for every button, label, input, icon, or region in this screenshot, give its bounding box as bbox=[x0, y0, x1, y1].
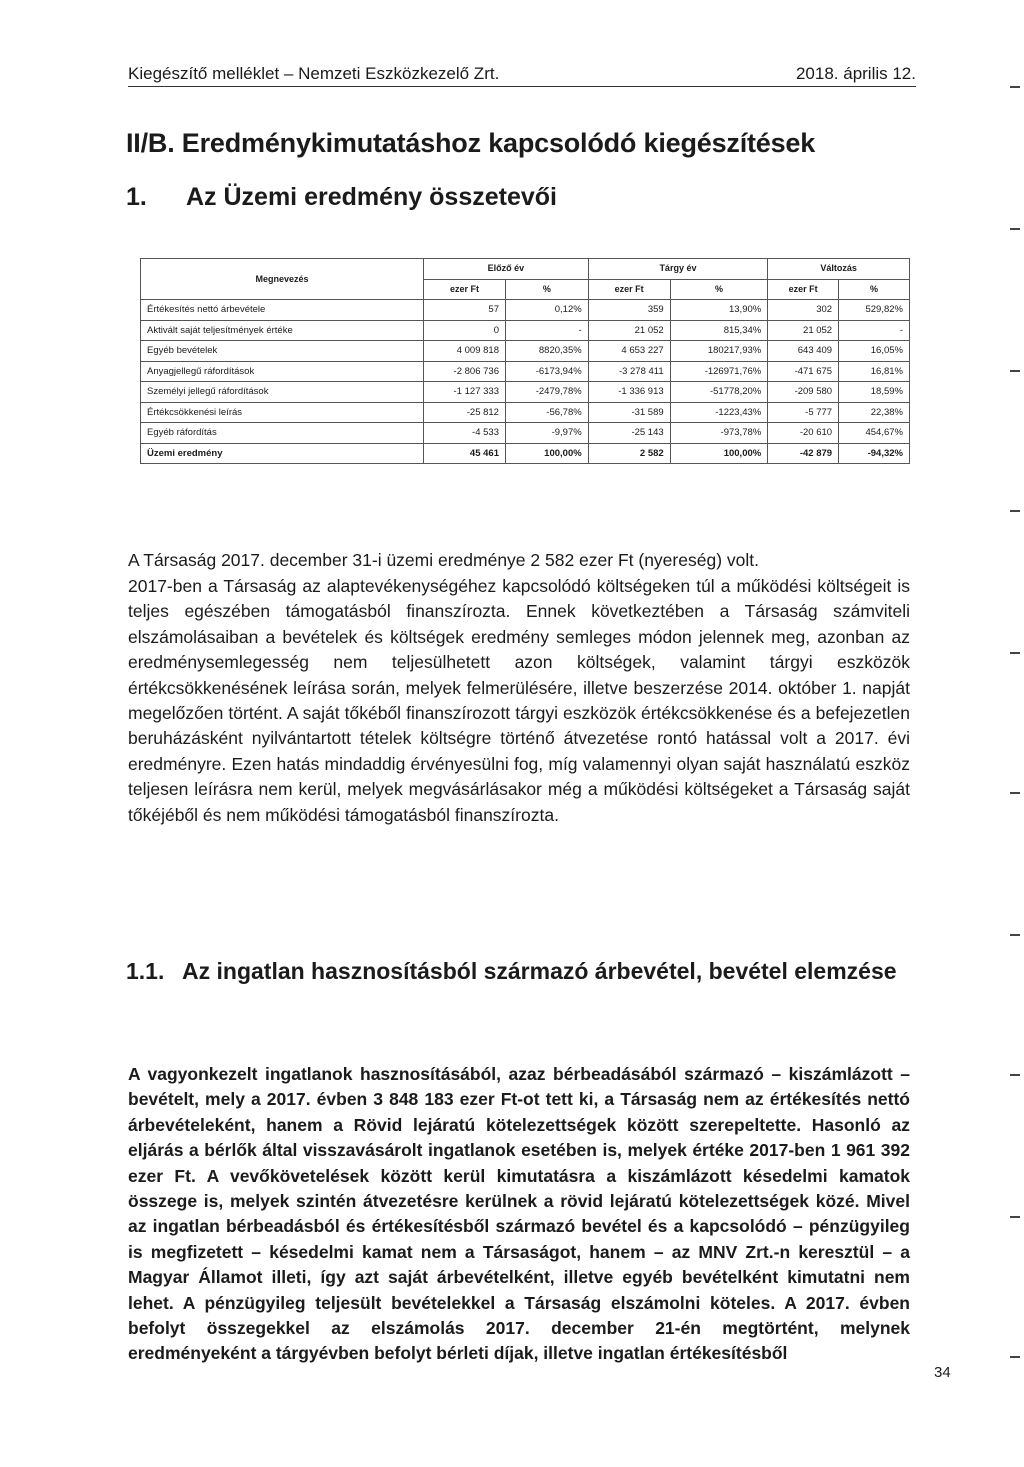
table-total-row bbox=[141, 443, 910, 464]
cell-value: 815,34% bbox=[670, 320, 768, 341]
cell-value: -9,97% bbox=[505, 423, 588, 444]
col-group-current-year: Tárgy év bbox=[588, 259, 768, 280]
col-header-name: Megnevezés bbox=[141, 259, 424, 300]
cell-value: -20 610 bbox=[768, 423, 839, 444]
cell-value: 8820,35% bbox=[505, 341, 588, 362]
cell-value: -2479,78% bbox=[505, 382, 588, 403]
cell-value: 302 bbox=[768, 300, 839, 321]
col-group-change: Változás bbox=[768, 259, 910, 280]
total-value: -42 879 bbox=[768, 443, 839, 464]
cell-value: - bbox=[839, 320, 910, 341]
row-label: Egyéb bevételek bbox=[141, 341, 424, 362]
table-row bbox=[141, 320, 910, 341]
unit-header: ezer Ft bbox=[588, 279, 670, 300]
cell-value: 643 409 bbox=[768, 341, 839, 362]
unit-header: ezer Ft bbox=[424, 279, 506, 300]
row-label: Anyagjellegű ráfordítások bbox=[141, 361, 424, 382]
scan-margin-mark bbox=[1010, 652, 1020, 654]
cell-value: 18,59% bbox=[839, 382, 910, 403]
cell-value: 13,90% bbox=[670, 300, 768, 321]
unit-header: % bbox=[839, 279, 910, 300]
cell-value: 359 bbox=[588, 300, 670, 321]
scan-margin-mark bbox=[1010, 1216, 1020, 1218]
scan-margin-mark bbox=[1010, 1356, 1020, 1358]
paragraph-explanation: 2017-ben a Társaság az alaptevékenységéhez kapcsolódó költségeken túl a működési költségeit is teljes egészében támogatásból finanszírozta. Ennek következtében a Társaság számviteli elszámolásaiban a bevételek és költségek eredmény semleges módon jelennek meg, azonban az eredménysemlegesség nem teljesülhetett azon költségek, valamint tárgyi eszközök értékcsökkenésének leírása során, melyek felmerülésére, illetve beszerzése 2014. október 1. napját megelőzően történt. A saját tőkéből finanszírozott tárgyi eszközök értékcsökkenése és a befejezetlen beruházásként nyilvántartott tételek költségre történő átvezetése rontó hatással volt a 2017. évi eredményre. Ezen hatás mindaddig érvényesülni fog, míg valamennyi olyan saját használatú eszköz teljesen leírásra nem kerül, melyek megvásárlásakor még a működési költségeket a Társaság saját tőkéjéből és nem működési támogatásból finanszírozta. bbox=[128, 576, 910, 825]
section-1-1-number: 1.1. bbox=[126, 958, 165, 984]
subsection-number: 1. bbox=[126, 183, 147, 211]
unit-header: ezer Ft bbox=[768, 279, 839, 300]
col-group-previous-year: Előző év bbox=[424, 259, 589, 280]
cell-value: 57 bbox=[424, 300, 506, 321]
cell-value: -1 336 913 bbox=[588, 382, 670, 403]
cell-value: 21 052 bbox=[588, 320, 670, 341]
section-title: II/B. Eredménykimutatáshoz kapcsolódó kiegészítések bbox=[126, 128, 816, 158]
table-row bbox=[141, 300, 910, 321]
page-header bbox=[128, 64, 916, 87]
cell-value: 0,12% bbox=[505, 300, 588, 321]
cell-value: -973,78% bbox=[670, 423, 768, 444]
cell-value: 22,38% bbox=[839, 402, 910, 423]
total-value: 45 461 bbox=[424, 443, 506, 464]
cell-value: -126971,76% bbox=[670, 361, 768, 382]
header-date: 2018. április 12. bbox=[795, 64, 916, 83]
cell-value: 529,82% bbox=[839, 300, 910, 321]
cell-value: -1 127 333 bbox=[424, 382, 506, 403]
cell-value: -56,78% bbox=[505, 402, 588, 423]
cell-value: -31 589 bbox=[588, 402, 670, 423]
cell-value: -3 278 411 bbox=[588, 361, 670, 382]
table-row bbox=[141, 382, 910, 403]
scan-margin-mark bbox=[1010, 792, 1020, 794]
scan-margin-mark bbox=[1010, 510, 1020, 512]
paragraph-result-summary: A Társaság 2017. december 31-i üzemi eredménye 2 582 ezer Ft (nyereség) volt. bbox=[128, 550, 759, 570]
table-row bbox=[141, 402, 910, 423]
unit-header: % bbox=[505, 279, 588, 300]
cell-value: -25 143 bbox=[588, 423, 670, 444]
table-header-row bbox=[141, 259, 910, 280]
total-value: 100,00% bbox=[505, 443, 588, 464]
paragraph-real-estate-revenue: A vagyonkezelt ingatlanok hasznosításából, azaz bérbeadásából származó – kiszámlázott – bevételt, mely a 2017. évben 3 848 183 ezer Ft-ot tett ki, a Társaság nem az értékesítés nettó árbevételeként, hanem a Rövid lejáratú kötelezettségek között szerepeltette. Hasonló az eljárás a bérlők által visszavásárolt ingatlanok esetében is, melyek értéke 2017-ben 1 961 392 ezer Ft. A vevőkövetelések között kerül kimutatásra a kiszámlázott késedelmi kamatok összege is, melyek szintén átvezetésre kerülnek a rövid lejáratú kötelezettségek közé. Mivel az ingatlan bérbeadásból és értékesítésből származó bevétel és a kapcsolódó – pénzügyileg is megfizetett – késedelmi kamat nem a Társaságot, hanem – az MNV Zrt.-n keresztül – a Magyar Államot illeti, így azt saját árbevételként, illetve egyéb bevételként kimutatni nem lehet. A pénzügyileg teljesült bevételekkel a Társaság elszámolni köteles. A 2017. évben befolyt összegekkel az elszámolás 2017. december 21-én megtörtént, melynek eredményeként a tárgyévben befolyt bérleti díjak, illetve ingatlan értékesítésből bbox=[128, 1064, 910, 1364]
cell-value: 16,05% bbox=[839, 341, 910, 362]
cell-value: -1223,43% bbox=[670, 402, 768, 423]
cell-value: 4 653 227 bbox=[588, 341, 670, 362]
cell-value: 4 009 818 bbox=[424, 341, 506, 362]
cell-value: -2 806 736 bbox=[424, 361, 506, 382]
cell-value: -209 580 bbox=[768, 382, 839, 403]
table-row bbox=[141, 341, 910, 362]
table-row bbox=[141, 423, 910, 444]
row-label: Egyéb ráfordítás bbox=[141, 423, 424, 444]
table-row bbox=[141, 361, 910, 382]
cell-value: - bbox=[505, 320, 588, 341]
cell-value: -25 812 bbox=[424, 402, 506, 423]
row-label: Személyi jellegű ráfordítások bbox=[141, 382, 424, 403]
section-1-1-heading bbox=[126, 958, 897, 985]
cell-value: 21 052 bbox=[768, 320, 839, 341]
total-label: Üzemi eredmény bbox=[141, 443, 424, 464]
operating-result-table bbox=[140, 258, 910, 464]
cell-value: -5 777 bbox=[768, 402, 839, 423]
page-number: 34 bbox=[934, 1364, 951, 1381]
row-label: Értékcsökkenési leírás bbox=[141, 402, 424, 423]
row-label: Értékesítés nettó árbevétele bbox=[141, 300, 424, 321]
scan-margin-mark bbox=[1010, 1074, 1020, 1076]
scan-margin-mark bbox=[1010, 86, 1020, 88]
cell-value: -51778,20% bbox=[670, 382, 768, 403]
subsection-title: Az Üzemi eredmény összetevői bbox=[186, 183, 557, 211]
cell-value: 16,81% bbox=[839, 361, 910, 382]
unit-header: % bbox=[670, 279, 768, 300]
cell-value: -6173,94% bbox=[505, 361, 588, 382]
header-document-title: Kiegészítő melléklet – Nemzeti Eszközkezelő Zrt. bbox=[128, 64, 500, 83]
total-value: 2 582 bbox=[588, 443, 670, 464]
total-value: -94,32% bbox=[839, 443, 910, 464]
subsection-heading bbox=[126, 183, 557, 212]
cell-value: -471 675 bbox=[768, 361, 839, 382]
cell-value: 180217,93% bbox=[670, 341, 768, 362]
row-label: Aktivált saját teljesítmények értéke bbox=[141, 320, 424, 341]
cell-value: 0 bbox=[424, 320, 506, 341]
scan-margin-mark bbox=[1010, 370, 1020, 372]
total-value: 100,00% bbox=[670, 443, 768, 464]
cell-value: 454,67% bbox=[839, 423, 910, 444]
scan-margin-mark bbox=[1010, 228, 1020, 230]
cell-value: -4 533 bbox=[424, 423, 506, 444]
scan-margin-mark bbox=[1010, 934, 1020, 936]
section-1-1-title: Az ingatlan hasznosításból származó árbevétel, bevétel elemzése bbox=[182, 958, 897, 984]
